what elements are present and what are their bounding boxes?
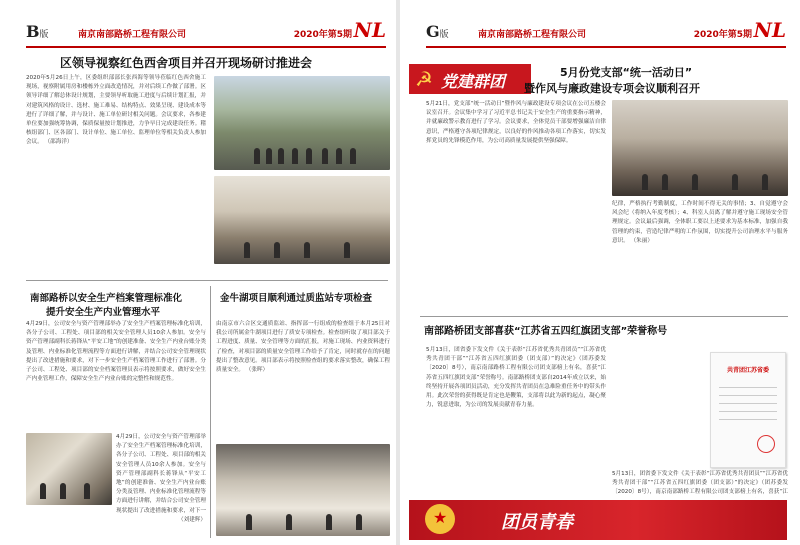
- honor-certificate: 共青团江苏省委: [710, 352, 786, 468]
- article-body-continued: 4月29日，公司安全与资产管理部举办了安全生产档案管理标准化培训，各分子公司、工程处、项目部的相关安全管理人员10余人参加。安全与资产管理部副科长蒋锋从“平安工地”的创建准备、安全生产内业台账分类及管理、内业标准化管理流程等方面进行讲解，并结合公司安全管理现状提出了改进措施和要求，对下一: [116, 434, 206, 514]
- party-emblem-icon: ☭: [415, 67, 433, 91]
- company-logo: NL: [753, 18, 786, 42]
- company-name: 南京南部路桥工程有限公司: [78, 30, 187, 40]
- article-title: 金牛湖项目顺利通过质监站专项检查: [220, 293, 373, 304]
- article-title: 区领导视察红色西舍项目并召开现场研讨推进会: [60, 56, 313, 70]
- divider: [26, 280, 388, 281]
- article-body-continued: 纪律，严格执行考勤制度，工作时间不得无关的事情；3、自觉遵守会风会纪（将纳入年度考核）；4、科室人员离了解并遵守施工现场安全管理规定。会议最后强调，全体职工要以上述要求为基本标准，加强自我管理的约束，营造纪律严明的工作氛围，切实提升公司治理水平与服务意识。 （朱丽）: [612, 201, 788, 244]
- article-body: 4月29日，公司安全与资产管理部举办了安全生产档案管理标准化培训，各分子公司、工程处、项目部的相关安全管理人员10余人参加。安全与资产管理部副科长蒋锋从“平安工地”的创建准备、安全生产内业台账分类及管理、内业标准化管理流程等方面进行讲解，并结合公司安全管理现状提出了改进措施和要求，对下一步安全生产档案管理工作进行了部署。分子公司、工程处、项目部的安全档案管理员表示将按照要求，做好安全生产内业管理工作，保障安全生产内业台账的完整性和规范性。: [26, 321, 206, 383]
- right-page-header: [426, 18, 786, 44]
- inspection-photo: [216, 444, 390, 536]
- article-body: 由南京市六合区交通质监站、指挥部一行组成的检查组于本月25日对我公司所属金牛湖项目进行了质安专项检查。检查组听取了项目部关于工程进度、质量、安全管理等方面的汇报，对施工现场、内业资料进行了检查，对项目部的质量安全管理工作给予了肯定，同时就存在的问题提出了整改意见。项目部表示将按照检查组的要求落实整改，确保工程质量安全。 （张晖）: [216, 321, 390, 374]
- issue-number: 2020年第5期: [293, 30, 352, 40]
- meeting-photo: [612, 100, 788, 196]
- seminar-photo: [214, 176, 390, 264]
- article-title: 提升安全生产内业管理水平: [46, 307, 161, 318]
- article-body-continued: 5月13日，团省委下发文件《关于表彰“江苏省优秀共青团员”“江苏省优秀共青团干部”“江苏省五四红旗团委（团支部）”的决定》（团苏委发〔2020〕8号），南京南部路桥工程有限公司团支部榜上有名，喜获“江: [612, 471, 788, 496]
- article-title: 5月份党支部“统一活动日”: [560, 66, 693, 79]
- article-title: 暨作风与廉政建设专项会议顺利召开: [524, 82, 700, 95]
- header-rule: [426, 46, 786, 48]
- article-author: （刘建辉）: [178, 517, 206, 523]
- header-rule: [26, 46, 386, 48]
- article-title: 南部路桥团支部喜获“江苏省五四红旗团支部”荣誉称号: [424, 326, 668, 337]
- left-page-header: [26, 18, 386, 44]
- youth-banner: ★ 团员青春: [409, 500, 787, 540]
- divider: [420, 316, 788, 317]
- company-name: 南京南部路桥工程有限公司: [478, 30, 587, 40]
- issue-number: 2020年第5期: [693, 30, 752, 40]
- article-title: 南部路桥以安全生产档案管理标准化: [30, 293, 183, 304]
- article-body: 5月13日，团省委下发文件《关于表彰“江苏省优秀共青团员”“江苏省优秀共青团干部”“江苏省五四红旗团委（团支部）”的决定》（团苏委发〔2020〕8号），南京南部路桥工程有限公司团支部榜上有名，喜获“江苏省五四红旗团支部”荣誉称号。南部路桥团支部自2014年成立以来，始终坚持开展各项团员活动，充分发挥共青团员在急难险重任务中的带头作用。此次荣誉的获得既是肯定也是鞭策，支部将以此为新的起点，凝心聚力，锐意进取，为公司的发展贡献青春力量。: [426, 347, 606, 409]
- site-visit-photo: [214, 76, 390, 170]
- page-label: G版: [426, 22, 449, 41]
- training-photo: [26, 433, 112, 505]
- column-divider: [210, 286, 211, 538]
- red-seal-icon: [757, 435, 775, 453]
- article-body: 2020年5月26日上午，区委组织部部长张西海等领导莅临红色西舍施工现场，视察附属用房和楼栋外立面改造情况，并对后续工作做了部署。区领导详细了解总体设计规划，主要领导听取施工进度与后续计划汇报，并对建筑风格的设计、选材、施工难易、结构特点、效果呈现、建设成本等进行了详细了解，并与设计、施工单位研讨相关问题。会议要求，各参建单位要加强统筹协调，保质保量按计划推进，力争早日完成建设任务。稽核组部门、区各部门、设计单位、施工单位、监理单位等相关负责人参加会议。 （邵海洋）: [26, 75, 206, 146]
- company-logo: NL: [353, 18, 386, 42]
- page-label: B版: [26, 22, 49, 41]
- article-body: 5月21日，党支部“统一活动日”暨作风与廉政建设专项会议在公司五楼会议室召开。会议集中学习了习近平总书记关于安全生产的重要指示精神，并就廉政警示教育进行了学习。会议要求，全体党员干部要增强廉洁自律意识，严格遵守各项纪律规定，以良好的作风推动各项工作落实，切实发挥党员的先锋模范作用，为公司高质量发展提供坚强保障。: [426, 101, 606, 144]
- party-building-banner: ☭ 党建群团: [409, 64, 531, 94]
